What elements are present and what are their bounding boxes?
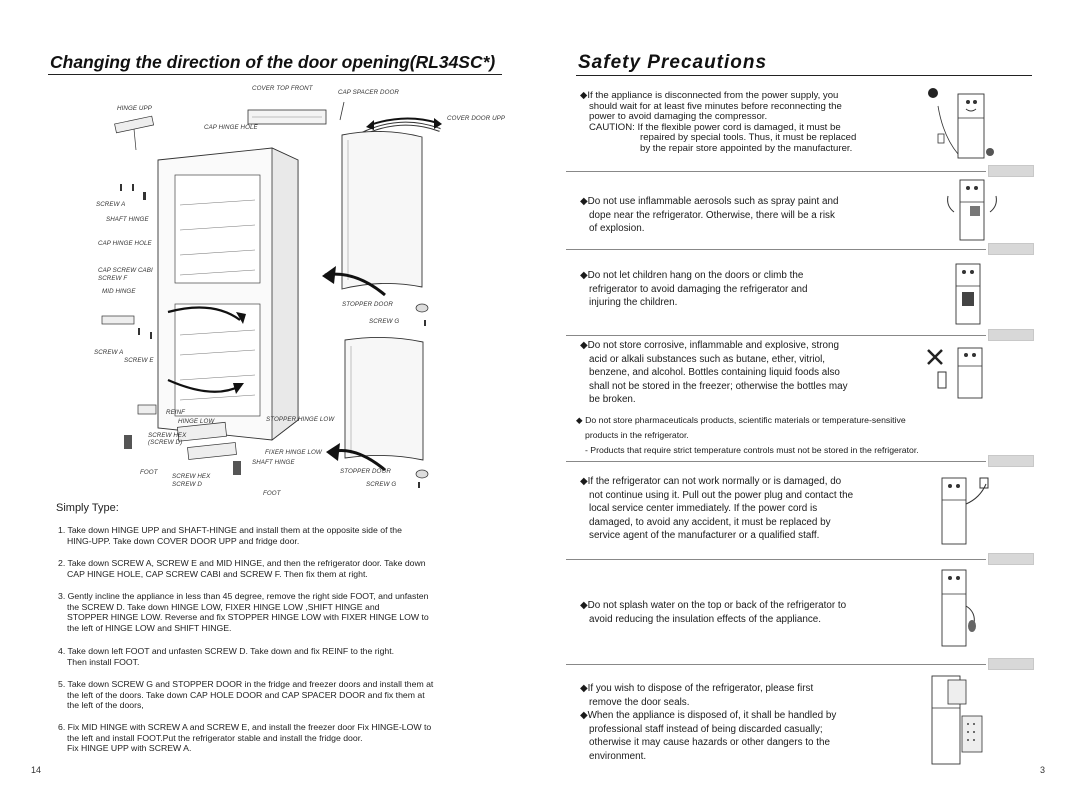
label-screw-a-2: SCREW A <box>94 349 124 356</box>
step-3-line-4: the left of HINGE LOW and SHIFT HINGE. <box>67 622 232 633</box>
label-screw-g-1: SCREW G <box>369 318 400 325</box>
s4-line-2: acid or alkali substances such as butane, ether, vitriol, <box>589 353 826 365</box>
s8-line-1: ◆If you wish to dispose of the refrigerator, please first <box>580 683 814 694</box>
step-6-line-2: the left and install FOOT.Put the refrigerator stable and install the fridge door. <box>67 732 363 743</box>
s8-line-4: professional staff instead of being discarded casually; <box>589 723 823 735</box>
label-screw-e: SCREW E <box>124 357 154 364</box>
s2-line-2: dope near the refrigerator. Otherwise, there will be a risk <box>589 209 835 221</box>
safety-section-2 <box>580 195 920 236</box>
fridge-children-illustration <box>944 260 994 328</box>
right-page-title: Safety Precautions <box>578 52 768 73</box>
section-divider-2 <box>566 249 986 250</box>
step-5 <box>58 679 494 711</box>
label-reinf: REINF <box>166 409 186 416</box>
section-divider-3 <box>566 335 986 336</box>
label-screw-d: SCREW D <box>172 481 202 488</box>
label-mid-hinge: MID HINGE <box>102 288 136 295</box>
s1-line-1: ◆If the appliance is disconnected from the power supply, you <box>580 90 839 101</box>
right-page-number: 3 <box>1040 765 1046 775</box>
label-stopper-door-2: STOPPER DOOR <box>340 468 391 475</box>
left-page-title: Changing the direction of the door opening(RL34SC*) <box>50 52 496 72</box>
s6-line-2: not continue using it. Pull out the power plug and contact the <box>589 489 854 501</box>
label-screw-a-1: SCREW A <box>96 201 126 208</box>
left-title-rule <box>48 74 502 75</box>
safety-section-1 <box>580 91 910 154</box>
s2-line-1: ◆Do not use inflammable aerosols such as spray paint and <box>580 196 839 207</box>
s2-line-3: of explosion. <box>589 223 645 235</box>
step-6-line-1: 6. Fix MID HINGE with SCREW A and SCREW E, and install the freezer door Fix HINGE-LOW to <box>58 722 432 732</box>
s7-line-2: avoid reducing the insulation effects of the appliance. <box>589 613 822 625</box>
section-divider-6 <box>566 664 986 665</box>
s1-line-2: should wait for at least five minutes before reconnecting the <box>589 100 842 112</box>
section-tab-6 <box>988 658 1034 670</box>
section-tab-4 <box>988 455 1034 467</box>
label-cover-top-front: COVER TOP FRONT <box>252 85 313 92</box>
step-4 <box>58 646 494 667</box>
step-3-line-1: 3. Gently incline the appliance in less than 45 degree, remove the right side FOOT, and unfasten <box>58 591 429 601</box>
s5-line-2: products in the refrigerator. <box>585 430 689 440</box>
fridge-water-illustration <box>930 566 980 650</box>
fridge-power-illustration <box>928 86 998 164</box>
simply-type-heading: Simply Type: <box>56 502 119 514</box>
s6-line-4: damaged, to avoid any accident, it must be replaced by <box>589 516 831 528</box>
label-cap-spacer-door: CAP SPACER DOOR <box>338 89 399 96</box>
step-4-line-2: Then install FOOT. <box>67 656 140 667</box>
s4-line-5: be broken. <box>589 394 636 406</box>
label-screw-g-2: SCREW G <box>366 481 397 488</box>
s1-line-5: repaired by special tools. Thus, it must be replaced <box>640 132 857 143</box>
label-stopper-hinge-low: STOPPER HINGE LOW <box>266 416 335 423</box>
label-hinge-low: HINGE LOW <box>178 418 215 425</box>
label-screw-f: SCREW F <box>98 275 128 282</box>
s8-line-5: otherwise it may cause hazards or other dangers to the <box>589 737 830 749</box>
step-4-line-1: 4. Take down left FOOT and unfasten SCREW D. Take down and fix REINF to the right. <box>58 646 395 656</box>
left-page-number: 14 <box>31 765 42 775</box>
label-shaft-hinge-2: SHAFT HINGE <box>252 459 295 466</box>
safety-section-8 <box>580 682 920 764</box>
s1-line-4: CAUTION: If the flexible power cord is damaged, it must be <box>589 121 841 133</box>
step-3-line-2: the SCREW D. Take down HINGE LOW, FIXER HINGE LOW ,SHIFT HINGE and <box>67 601 380 612</box>
step-3 <box>58 591 494 633</box>
label-stopper-door-1: STOPPER DOOR <box>342 301 393 308</box>
safety-section-3 <box>580 269 920 310</box>
s5-line-1: ◆ Do not store pharmaceuticals products, scientific materials or temperature-sensitive <box>576 415 906 425</box>
fridge-chemicals-illustration <box>924 344 994 402</box>
section-divider-5 <box>566 559 986 560</box>
label-shaft-hinge-1: SHAFT HINGE <box>106 216 149 223</box>
section-tab-2 <box>988 243 1034 255</box>
s3-line-3: injuring the children. <box>589 297 678 309</box>
s4-line-1: ◆Do not store corrosive, inflammable and explosive, strong <box>580 340 839 351</box>
s6-line-3: local service center immediately. If the power cord is <box>589 503 818 515</box>
step-1-line-1: 1. Take down HINGE UPP and SHAFT-HINGE and install them at the opposite side of the <box>58 525 402 535</box>
s8-line-6: environment. <box>589 750 647 762</box>
s6-line-5: service agent of the manufacturer or a qualified staff. <box>589 530 820 542</box>
section-divider-4 <box>566 461 986 462</box>
label-cap-screw-cabi: CAP SCREW CABI <box>98 267 153 274</box>
s1-line-6: by the repair store appointed by the manufacturer. <box>640 142 853 154</box>
section-divider-1 <box>566 171 986 172</box>
fridge-spray-illustration <box>944 176 1002 244</box>
s4-line-3: benzene, and alcohol. Bottles containing liquid foods also <box>589 367 840 379</box>
safety-section-4 <box>580 339 920 407</box>
step-3-line-3: STOPPER HINGE LOW. Reverse and fix STOPPER HINGE LOW with FIXER HINGE LOW to <box>67 612 429 623</box>
label-cap-hinge-hole-2: CAP HINGE HOLE <box>98 240 152 247</box>
s7-line-1: ◆Do not splash water on the top or back of the refrigerator to <box>580 600 847 611</box>
safety-section-6 <box>580 475 920 543</box>
step-5-line-2: the left of the doors. Take down CAP HOLE DOOR and CAP SPACER DOOR and fix them at <box>67 689 425 700</box>
label-screw-d-paren: (SCREW D) <box>148 439 183 446</box>
label-screw-hex-2: SCREW HEX <box>172 473 211 480</box>
label-cap-hinge-hole-1: CAP HINGE HOLE <box>204 124 258 131</box>
step-2 <box>58 558 494 579</box>
safety-section-5 <box>576 413 1016 458</box>
step-5-line-3: the left of the doors, <box>67 700 144 711</box>
s1-line-3: power to avoid damaging the compressor. <box>589 111 768 122</box>
label-screw-hex-1: SCREW HEX <box>148 432 187 439</box>
step-5-line-1: 5. Take down SCREW G and STOPPER DOOR in the fridge and freezer doors and install them at <box>58 679 434 689</box>
section-tab-5 <box>988 553 1034 565</box>
section-tab-3 <box>988 329 1034 341</box>
fridge-disposal-illustration <box>918 672 990 768</box>
s4-line-4: shall not be stored in the freezer; otherwise the bottles may <box>589 380 848 392</box>
step-2-line-1: 2. Take down SCREW A, SCREW E and MID HINGE, and then the refrigerator door. Take down <box>58 558 426 568</box>
safety-section-7 <box>580 599 920 626</box>
label-cover-door-upp: COVER DOOR UPP <box>447 115 506 122</box>
right-title-rule <box>576 75 1032 76</box>
fridge-damaged-illustration <box>930 474 996 548</box>
label-hinge-upp: HINGE UPP <box>117 105 152 112</box>
label-fixer-hinge-low: FIXER HINGE LOW <box>265 449 322 456</box>
step-6 <box>58 722 494 754</box>
step-1-line-2: HING-UPP. Take down COVER DOOR UPP and fridge door. <box>67 535 300 546</box>
step-2-line-2: CAP HINGE HOLE, CAP SCREW CABI and SCREW F. Then fix them at right. <box>67 568 368 579</box>
step-6-line-3: Fix HINGE UPP with SCREW A. <box>67 743 192 754</box>
s8-line-2: remove the door seals. <box>589 696 690 708</box>
s3-line-2: refrigerator to avoid damaging the refrigerator and <box>589 283 808 295</box>
s3-line-1: ◆Do not let children hang on the doors or climb the <box>580 270 804 281</box>
s6-line-1: ◆If the refrigerator can not work normally or is damaged, do <box>580 476 842 487</box>
label-foot-1: FOOT <box>140 469 158 476</box>
s5-line-3: - Products that require strict temperature controls must not be stored in the refrigerator. <box>585 445 919 455</box>
s8-line-3: ◆When the appliance is disposed of, it shall be handled by <box>580 710 837 722</box>
step-1 <box>58 525 494 546</box>
label-foot-2: FOOT <box>263 490 281 497</box>
